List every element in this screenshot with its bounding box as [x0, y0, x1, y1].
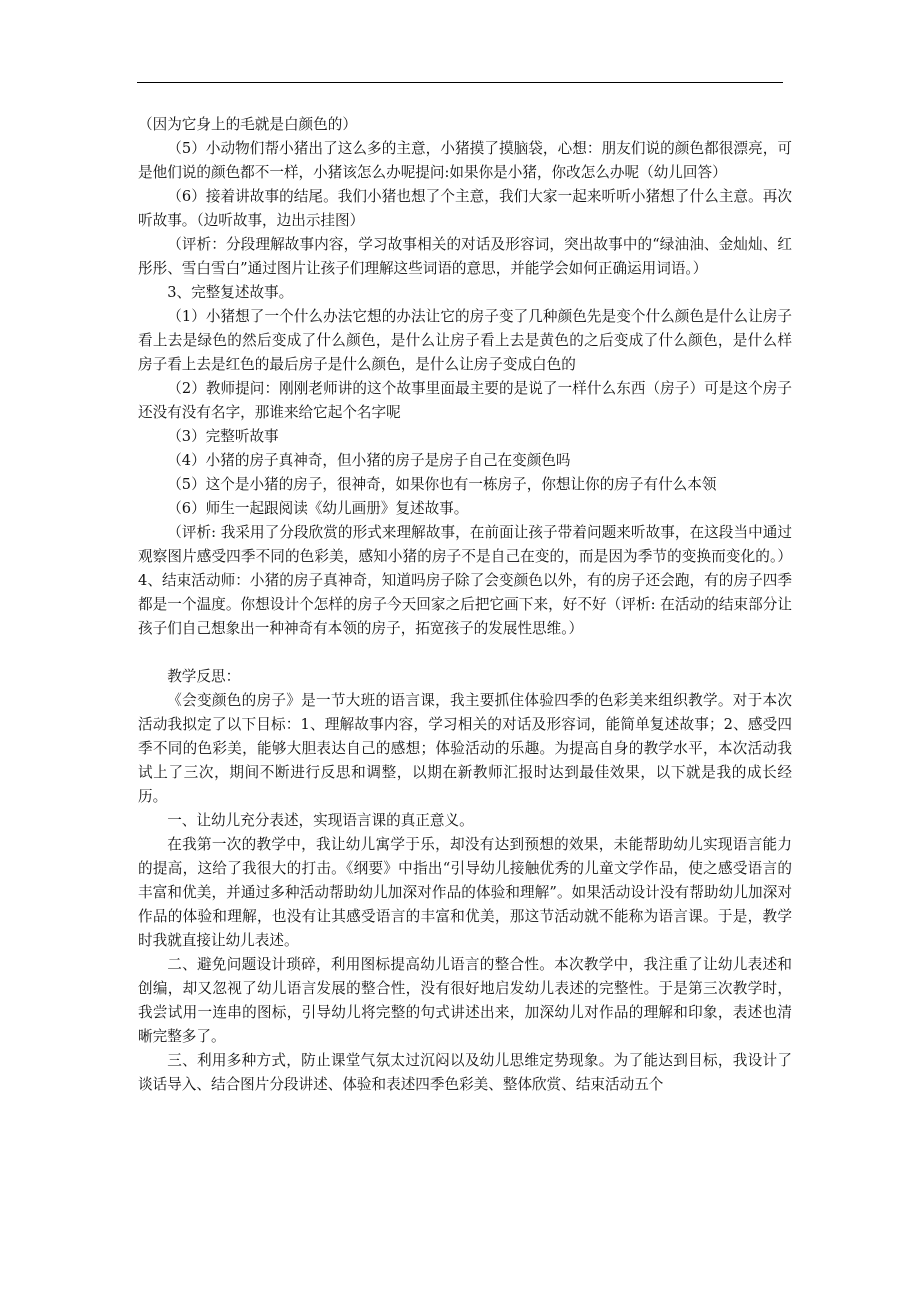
paragraph: 在我第一次的教学中，我让幼儿寓学于乐，却没有达到预想的效果，未能帮助幼儿实现语言能力的提高，这给了我很大的打击。《纲要》中指出“引导幼儿接触优秀的儿童文学作品，使之感受语言的丰富和优美，并通过多种活动帮助幼儿加深对作品的体验和理解”。如果活动设计没有帮助幼儿加深对作品的体验和理解，也没有让其感受语言的丰富和优美，那这节活动就不能称为语言课。于是，教学时我就直接让幼儿表述。 [138, 836, 792, 949]
header-rule [137, 82, 783, 83]
paragraph-gap [138, 641, 792, 665]
paragraph: （3）完整听故事 [167, 428, 279, 445]
section-heading: 3、完整复述故事。 [167, 284, 294, 301]
commentary-paragraph: （评析：分段理解故事内容，学习故事相关的对话及形容词，突出故事中的“绿油油、金灿灿、红彤彤、雪白雪白”通过图片让孩子们理解这些词语的意思，并能学会如何正确运用词语。） [138, 236, 792, 277]
paragraph: 三、利用多种方式，防止课堂气氛太过沉闷以及幼儿思维定势现象。为了能达到目标，我设计了谈话导入、结合图片分段讲述、体验和表述四季色彩美、整体欣赏、结束活动五个 [138, 1052, 792, 1093]
paragraph: （4）小猪的房子真神奇，但小猪的房子是房子自己在变颜色吗 [167, 452, 571, 469]
paragraph: （因为它身上的毛就是白颜色的） [138, 116, 357, 133]
paragraph: （1）小猪想了一个什么办法它想的办法让它的房子变了几种颜色先是变个什么颜色是什么让房子看上去是绿色的然后变成了什么颜色，是什么让房子看上去是黄色的之后变成了什么颜色，是什么样房子看上去是红色的最后房子是什么颜色，是什么让房子变成白色的 [138, 308, 792, 373]
section-heading: 一、让幼儿充分表述，实现语言课的真正意义。 [167, 812, 474, 829]
paragraph: 《会变颜色的房子》是一节大班的语言课，我主要抓住体验四季的色彩美来组织教学。对于本次活动我拟定了以下目标：1、理解故事内容，学习相关的对话及形容词，能简单复述故事；2、感受四季不同的色彩美，能够大胆表达自己的感想；体验活动的乐趣。为提高自身的教学水平，本次活动我试上了三次，期间不断进行反思和调整，以期在新教师汇报时达到最佳效果，以下就是我的成长经历。 [138, 692, 792, 805]
paragraph: 二、避免问题设计琐碎，利用图标提高幼儿语言的整合性。本次教学中，我注重了让幼儿表述和创编，却又忽视了幼儿语言发展的整合性，没有很好地启发幼儿表述的完整性。于是第三次教学时，我尝试用一连串的图标，引导幼儿将完整的句式讲述出来，加深幼儿对作品的理解和印象，表述也清晰完整多了。 [138, 956, 792, 1045]
paragraph: （6）师生一起跟阅读《幼儿画册》复述故事。 [167, 500, 469, 517]
reflection-heading: 教学反思： [167, 668, 241, 685]
paragraph: （6）接着讲故事的结尾。我们小猪也想了个主意，我们大家一起来听听小猪想了什么主意。再次听故事。（边听故事，边出示挂图） [138, 188, 792, 229]
commentary-paragraph: （评析: 我采用了分段欣赏的形式来理解故事，在前面让孩子带着问题来听故事，在这段当中通过观察图片感受四季不同的色彩美，感知小猪的房子不是自己在变的，而是因为季节的变换而变化的。）4、结束活动师：小猪的房子真神奇，知道吗房子除了会变颜色以外，有的房子还会跑，有的房子四季都是一个温度。你想设计个怎样的房子今天回家之后把它画下来，好不好（评析: 在活动的结束部分让孩子们自己想象出一种神奇有本领的房子，拓宽孩子的发展性思维。） [138, 524, 792, 637]
paragraph: （2）教师提问：刚刚老师讲的这个故事里面最主要的是说了一样什么东西（房子）可是这个房子还没有没有名字，那谁来给它起个名字呢 [138, 380, 792, 421]
paragraph: （5）小动物们帮小猪出了这么多的主意，小猪摸了摸脑袋，心想：朋友们说的颜色都很漂亮，可是他们说的颜色都不一样，小猪该怎么办呢提问:如果你是小猪，你改怎么办呢（幼儿回答） [138, 140, 792, 181]
paragraph: （5）这个是小猪的房子，很神奇，如果你也有一栋房子，你想让你的房子有什么本领 [167, 476, 717, 493]
document-body [138, 113, 792, 1097]
